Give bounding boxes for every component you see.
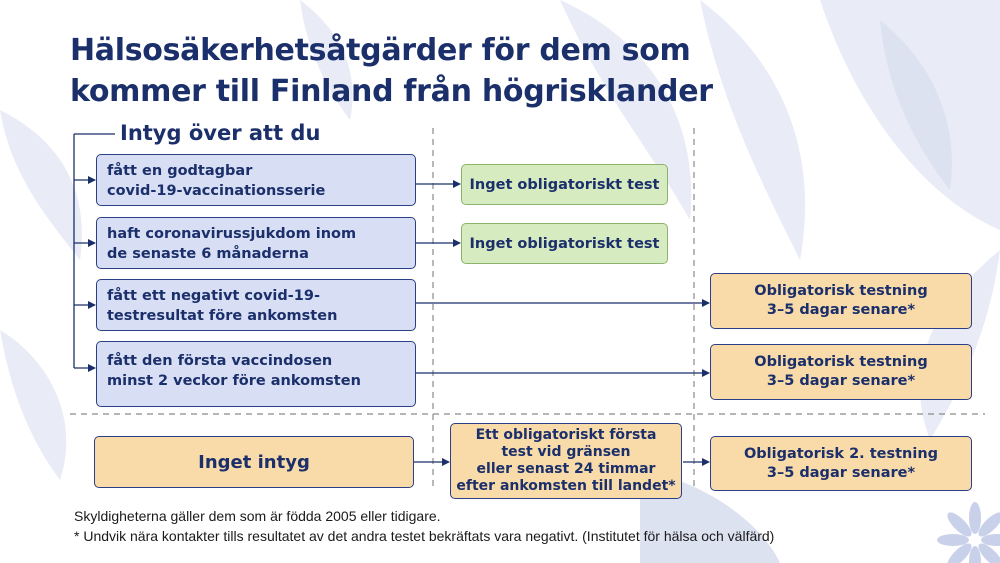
first-test-line-3: eller senast 24 timmar — [476, 461, 656, 477]
second-test-line-1: Obligatorisk 2. testning — [743, 445, 939, 462]
second-test-box — [710, 436, 972, 491]
no-certificate-box: Inget intyg — [94, 436, 414, 488]
testing-1-line-2: 3–5 dagar senare* — [766, 302, 916, 318]
condition-1-line-2: covid-19-vaccinationsserie — [107, 183, 326, 199]
testing-2-line-1: Obligatorisk testning — [754, 354, 928, 370]
condition-2-line-1: haft coronavirussjukdom inom — [107, 226, 357, 242]
footnote-asterisk: * Undvik nära kontakter tills resultatet av det andra testet bekräftats vara negativt. (Institutet för hälsa och välfärd) — [74, 528, 775, 544]
condition-4-line-2: minst 2 veckor före ankomsten — [107, 373, 361, 389]
footnote-age: Skyldigheterna gäller dem som är födda 2005 eller tidigare. — [74, 508, 441, 524]
condition-2-line-2: de senaste 6 månaderna — [107, 246, 309, 262]
outcome-no-test-2: Inget obligatoriskt test — [461, 223, 668, 264]
condition-1-line-1: fått en godtagbar — [107, 163, 253, 179]
first-test-line-1: Ett obligatoriskt första — [475, 427, 657, 443]
title-line-2: kommer till Finland från högrisklander — [70, 74, 713, 109]
testing-2-line-2: 3–5 dagar senare* — [766, 373, 916, 389]
condition-box-negative-test — [96, 279, 416, 331]
condition-box-first-dose — [96, 341, 416, 407]
second-test-line-2: 3–5 dagar senare* — [766, 464, 916, 481]
condition-3-line-2: testresultat före ankomsten — [107, 308, 338, 324]
condition-4-line-1: fått den första vaccindosen — [107, 353, 333, 369]
first-test-box — [450, 423, 682, 499]
first-test-line-2: test vid gränsen — [501, 444, 631, 460]
condition-3-line-1: fått ett negativt covid-19- — [107, 288, 320, 304]
outcome-testing-2 — [710, 344, 972, 400]
condition-box-vaccination-series — [96, 154, 416, 206]
outcome-testing-1 — [710, 273, 972, 329]
certificate-heading: Intyg över att du — [120, 121, 321, 145]
page-title — [70, 30, 770, 112]
outcome-no-test-1: Inget obligatoriskt test — [461, 164, 668, 205]
title-line-1: Hälsosäkerhetsåtgärder för dem som — [70, 33, 691, 68]
testing-1-line-1: Obligatorisk testning — [754, 283, 928, 299]
first-test-line-4: efter ankomsten till landet* — [456, 478, 676, 494]
condition-box-recovered — [96, 217, 416, 269]
